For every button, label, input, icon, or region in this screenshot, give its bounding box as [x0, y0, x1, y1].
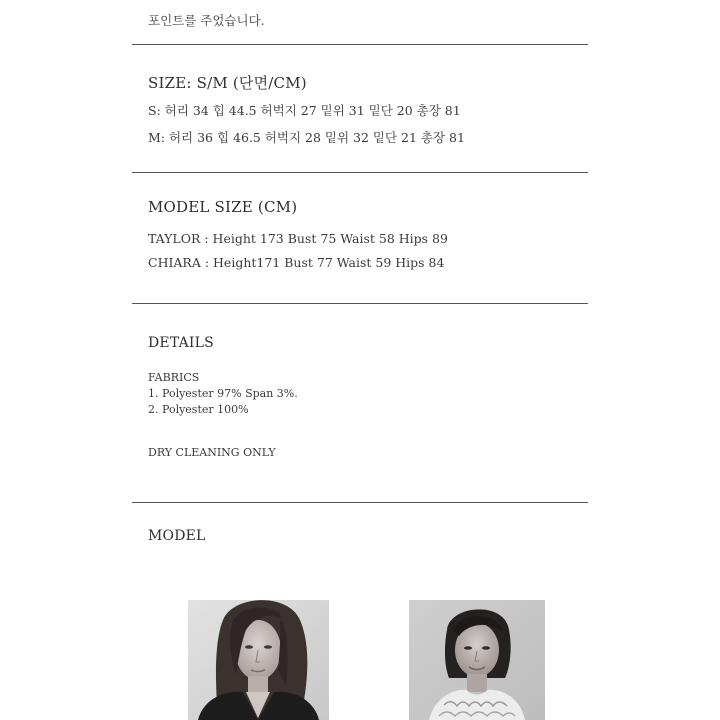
model-photo-taylor-icon: [188, 600, 329, 720]
fabric-item-2: 2. Polyester 100%: [148, 403, 249, 416]
model-size-heading: MODEL SIZE (CM): [148, 198, 298, 216]
care-instructions: DRY CLEANING ONLY: [148, 446, 276, 459]
divider: [132, 44, 588, 45]
divider: [132, 172, 588, 173]
model-photo-chiara: [409, 600, 545, 720]
size-heading: SIZE: S/M (단면/CM): [148, 74, 307, 92]
model-photo-chiara-icon: [409, 600, 545, 720]
model-size-row-taylor: TAYLOR : Height 173 Bust 75 Waist 58 Hips 89: [148, 231, 448, 246]
divider: [132, 303, 588, 304]
intro-line-2: 포인트를 주었습니다.: [148, 13, 265, 28]
size-row-m: M: 허리 36 힙 46.5 허벅지 28 밑위 32 밑단 21 총장 81: [148, 130, 465, 145]
model-heading: MODEL: [148, 528, 206, 544]
divider: [132, 502, 588, 503]
fabrics-label: FABRICS: [148, 371, 200, 384]
size-row-s: S: 허리 34 힙 44.5 허벅지 27 밑위 31 밑단 20 총장 81: [148, 103, 461, 118]
model-size-row-chiara: CHIARA : Height171 Bust 77 Waist 59 Hips 84: [148, 255, 445, 270]
fabric-item-1: 1. Polyester 97% Span 3%.: [148, 387, 298, 400]
details-heading: DETAILS: [148, 335, 214, 351]
model-photo-taylor: [188, 600, 329, 720]
